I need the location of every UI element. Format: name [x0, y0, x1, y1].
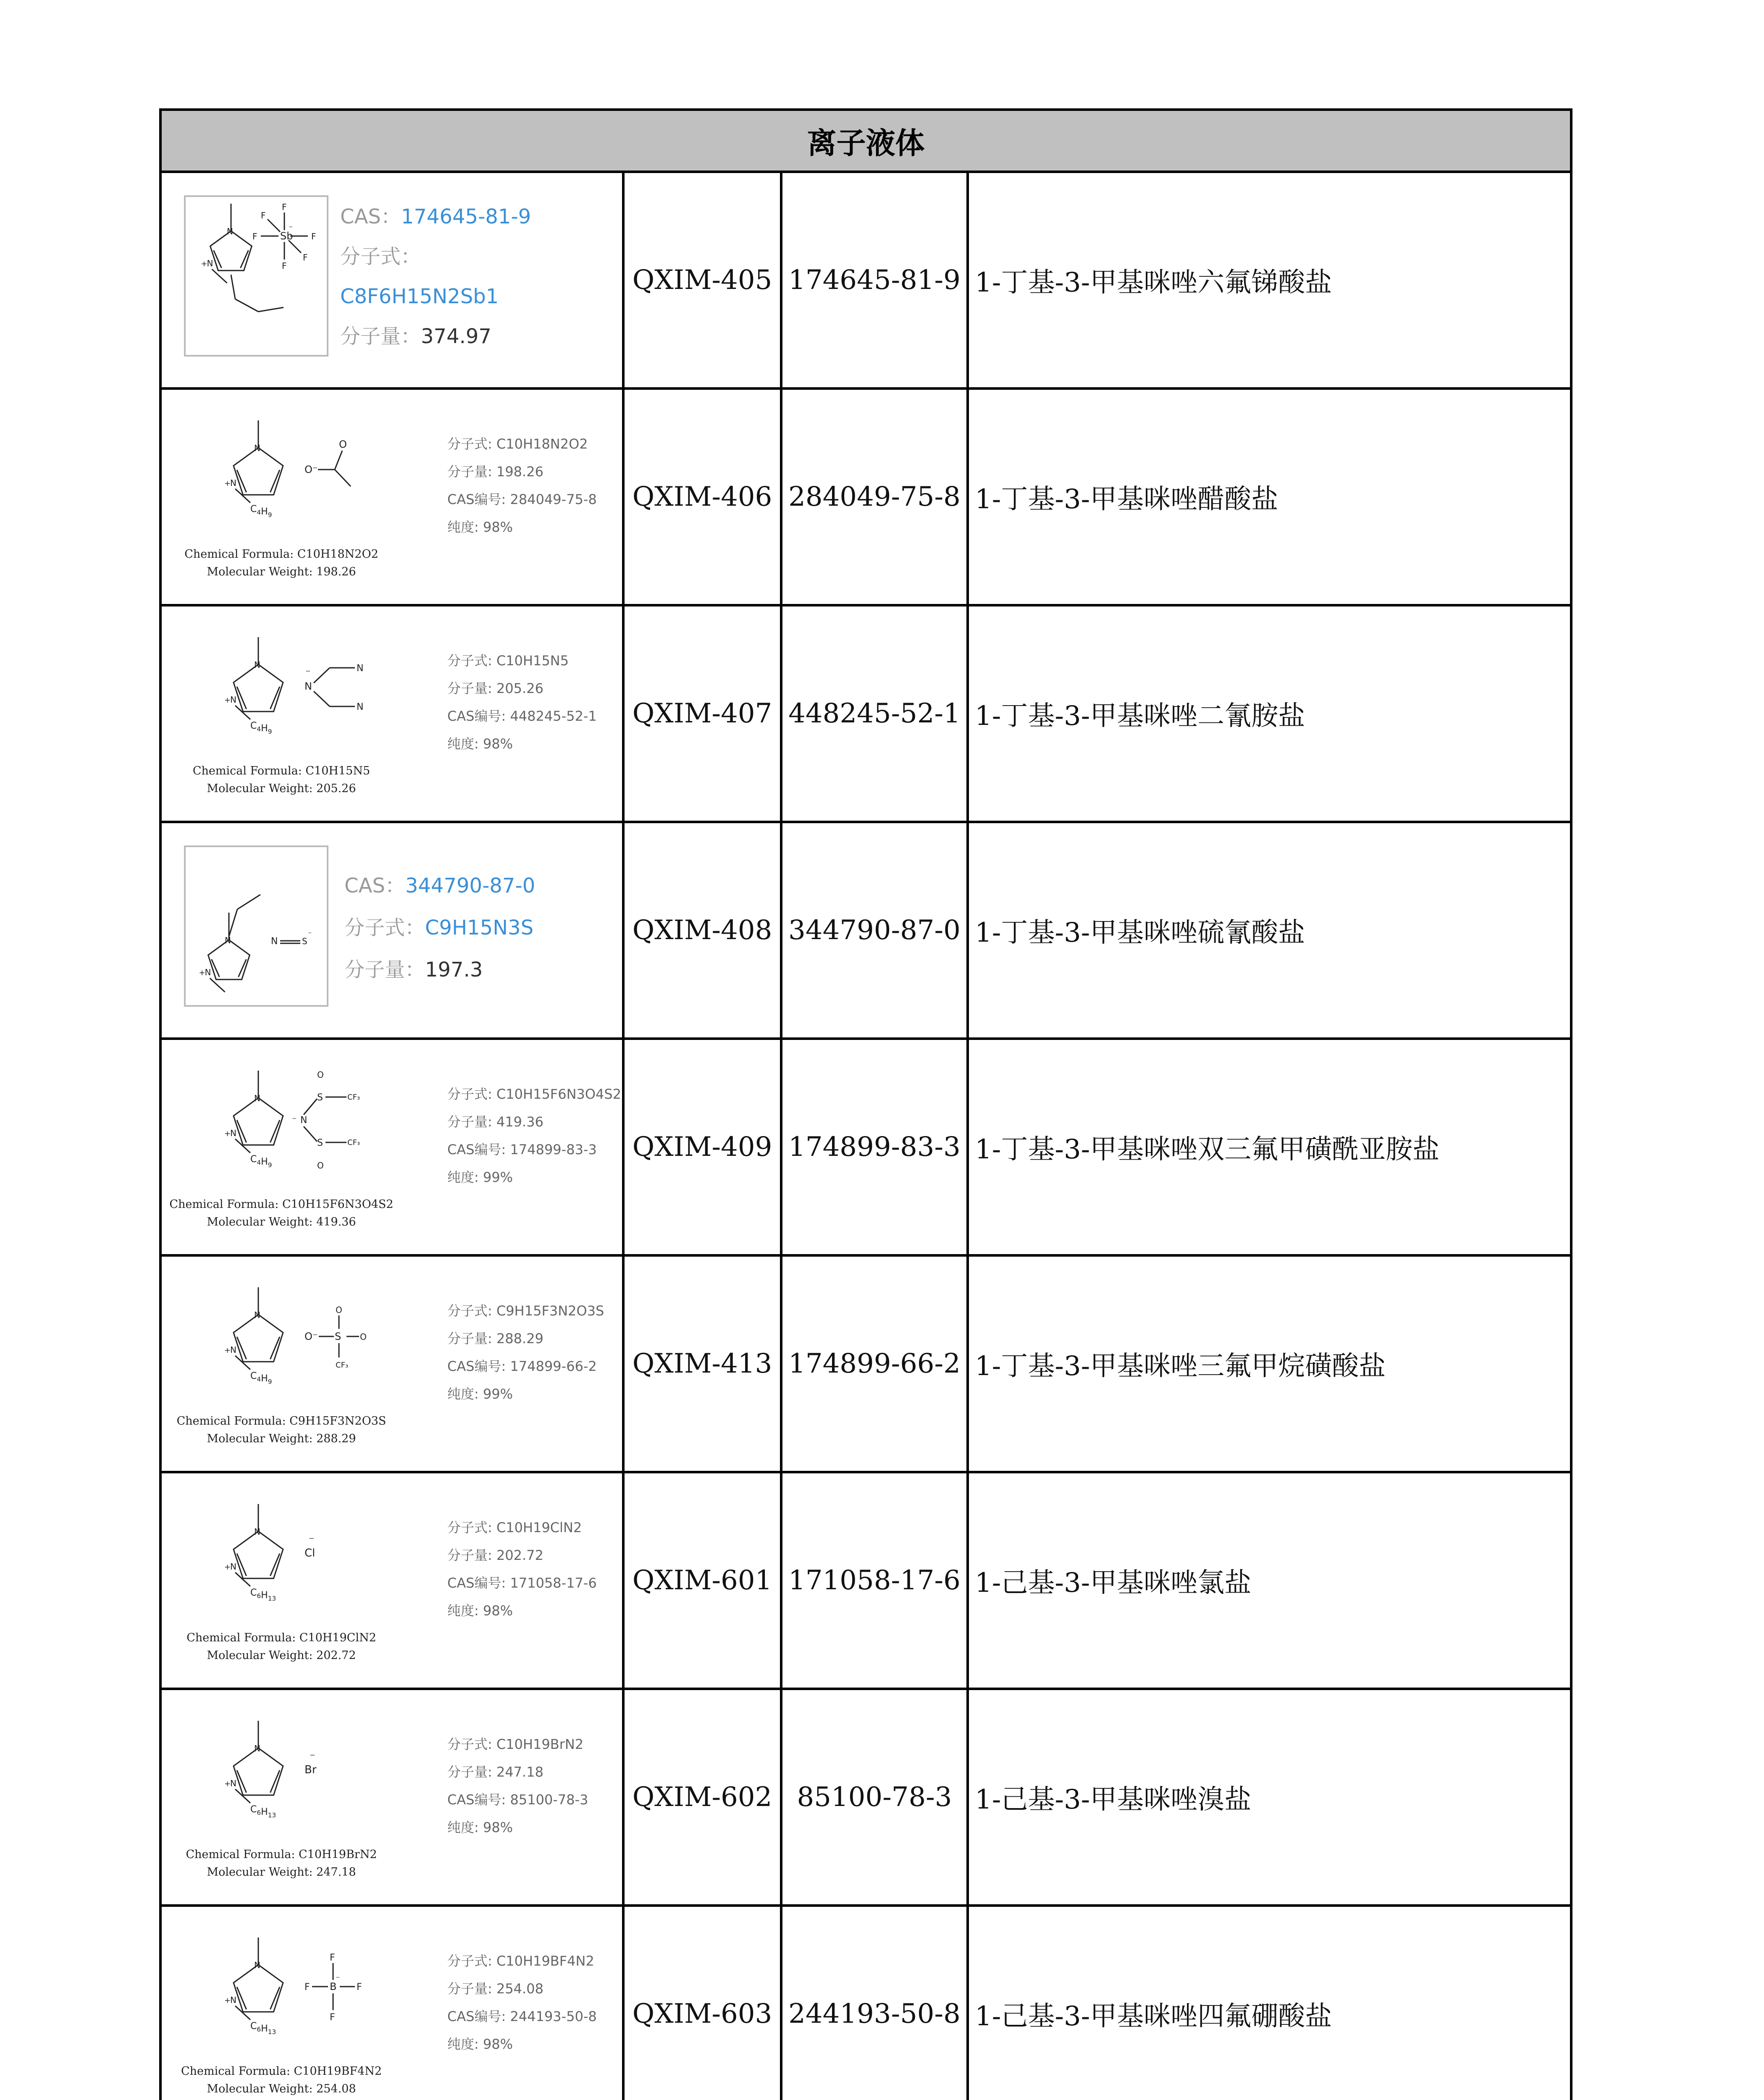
svg-text:F: F	[330, 2012, 335, 2023]
caption-line: Molecular Weight: 288.29	[207, 1432, 356, 1445]
spec-line: 分子量: 419.36	[447, 1114, 543, 1130]
product-code: QXIM-413	[623, 1255, 781, 1472]
table-row	[160, 1472, 1571, 1689]
spec-line: 纯度: 98%	[447, 519, 513, 535]
spec-line: 分子量: 247.18	[447, 1764, 543, 1780]
svg-text:CF₃: CF₃	[347, 1093, 360, 1102]
svg-text:F: F	[330, 1953, 335, 1963]
spec-line: CAS编号: 174899-66-2	[447, 1358, 597, 1374]
svg-text:O: O	[339, 438, 347, 450]
svg-text:Sb: Sb	[280, 230, 293, 242]
table-row	[160, 1906, 1571, 2100]
table-title: 离子液体	[160, 110, 1571, 172]
svg-text:S: S	[317, 1138, 323, 1148]
svg-text:O: O	[360, 1332, 367, 1342]
svg-text:N: N	[271, 936, 278, 947]
product-name: 1-丁基-3-甲基咪唑六氟锑酸盐	[968, 172, 1571, 388]
spec-line: CAS编号: 85100-78-3	[447, 1792, 588, 1808]
spec-line: 分子式: C10H15N5	[447, 653, 569, 669]
spec-line: CAS编号: 448245-52-1	[447, 708, 597, 724]
svg-text:Cl: Cl	[304, 1547, 315, 1559]
caption-line: Chemical Formula: C10H18N2O2	[184, 548, 378, 561]
svg-text:+: +	[224, 479, 231, 488]
spec-formula: 分子式：	[340, 245, 421, 268]
svg-text:F: F	[252, 231, 257, 242]
svg-text:N: N	[357, 663, 364, 674]
product-code: QXIM-409	[623, 1039, 781, 1255]
structure-image	[162, 390, 625, 601]
svg-text:F: F	[282, 261, 287, 271]
product-code: QXIM-602	[623, 1689, 781, 1906]
svg-text:F: F	[304, 1982, 310, 1992]
svg-text:O: O	[317, 1160, 324, 1171]
structure-image	[162, 606, 625, 818]
svg-text:N: N	[357, 702, 364, 712]
caption-line: Molecular Weight: 205.26	[207, 782, 356, 795]
table-row	[160, 822, 1571, 1039]
cas-number: 171058-17-6	[781, 1472, 968, 1689]
structure-image-cell	[160, 1689, 623, 1906]
svg-text:+: +	[224, 1129, 231, 1138]
spec-cas: CAS：174645-81-9	[340, 205, 531, 228]
svg-text:F: F	[303, 252, 308, 262]
caption-line: Molecular Weight: 419.36	[207, 1215, 356, 1228]
svg-text:N: N	[207, 258, 213, 268]
svg-text:B: B	[330, 1981, 337, 1992]
spec-line: 分子量: 202.72	[447, 1547, 543, 1563]
ionic-liquid-table	[159, 108, 1572, 2100]
spec-line: 分子量: 254.08	[447, 1981, 543, 1997]
caption-line: Chemical Formula: C10H19ClN2	[186, 1631, 376, 1644]
svg-text:N: N	[254, 1527, 260, 1537]
cas-number: 174899-66-2	[781, 1255, 968, 1472]
structure-image-cell	[160, 388, 623, 605]
svg-text:⁻: ⁻	[292, 1115, 297, 1126]
spec-line: 纯度: 99%	[447, 1386, 513, 1402]
structure-image	[162, 1257, 625, 1468]
spec-line: 纯度: 98%	[447, 2036, 513, 2052]
svg-text:O: O	[336, 1305, 342, 1315]
product-code: QXIM-408	[623, 822, 781, 1039]
structure-image-cell	[160, 1039, 623, 1255]
svg-text:S: S	[302, 936, 307, 946]
svg-text:N: N	[230, 694, 237, 705]
product-code: QXIM-603	[623, 1906, 781, 2100]
product-code: QXIM-406	[623, 388, 781, 605]
svg-text:F: F	[261, 210, 266, 220]
caption-line: Chemical Formula: C10H19BrN2	[186, 1848, 377, 1861]
svg-text:N: N	[254, 1743, 260, 1754]
svg-text:N: N	[230, 478, 237, 488]
svg-text:N: N	[230, 1344, 237, 1355]
svg-text:O: O	[317, 1070, 324, 1080]
spec-line: CAS编号: 244193-50-8	[447, 2008, 597, 2024]
spec-line: 分子量: 288.29	[447, 1331, 543, 1347]
svg-text:+: +	[224, 1562, 231, 1572]
svg-text:+: +	[199, 968, 205, 977]
svg-text:N: N	[230, 1778, 237, 1788]
product-name: 1-己基-3-甲基咪唑氯盐	[968, 1472, 1571, 1689]
svg-text:N: N	[254, 1960, 260, 1970]
table-row	[160, 388, 1571, 605]
caption-line: Chemical Formula: C10H19BF4N2	[181, 2065, 382, 2078]
structure-image	[162, 1473, 625, 1685]
svg-text:CF₃: CF₃	[347, 1138, 360, 1147]
svg-text:N: N	[254, 443, 260, 453]
svg-text:O⁻: O⁻	[304, 1331, 318, 1342]
structure-image-cell	[160, 822, 623, 1039]
cas-number: 174899-83-3	[781, 1039, 968, 1255]
caption-line: Molecular Weight: 202.72	[207, 1649, 356, 1662]
caption-line: Molecular Weight: 247.18	[207, 1866, 356, 1879]
svg-text:⁻: ⁻	[336, 1974, 340, 1984]
svg-text:F: F	[311, 231, 316, 242]
spec-line: 纯度: 98%	[447, 1819, 513, 1835]
svg-text:N: N	[230, 1128, 237, 1138]
svg-text:O⁻: O⁻	[304, 464, 318, 475]
spec-line: CAS编号: 284049-75-8	[447, 491, 597, 507]
structure-image	[162, 1907, 625, 2100]
svg-text:N: N	[227, 226, 233, 236]
spec-line: 分子式: C10H19ClN2	[447, 1520, 582, 1536]
caption-line: Molecular Weight: 254.08	[207, 2082, 356, 2095]
structure-image-cell	[160, 1906, 623, 2100]
table-row	[160, 1039, 1571, 1255]
table-row	[160, 605, 1571, 822]
spec-cas: CAS：344790-87-0	[344, 874, 536, 898]
spec-line: 分子式: C10H15F6N3O4S2	[447, 1086, 622, 1102]
product-name: 1-己基-3-甲基咪唑四氟硼酸盐	[968, 1906, 1571, 2100]
product-name: 1-丁基-3-甲基咪唑双三氟甲磺酰亚胺盐	[968, 1039, 1571, 1255]
svg-text:F: F	[282, 202, 287, 212]
cas-number: 344790-87-0	[781, 822, 968, 1039]
product-code: QXIM-405	[623, 172, 781, 388]
svg-text:N: N	[300, 1115, 307, 1126]
spec-line: 纯度: 99%	[447, 1169, 513, 1185]
svg-text:N: N	[254, 660, 260, 670]
svg-text:N: N	[304, 680, 312, 692]
spec-line: 纯度: 98%	[447, 1603, 513, 1619]
product-name: 1-丁基-3-甲基咪唑二氰胺盐	[968, 605, 1571, 822]
table-row	[160, 1255, 1571, 1472]
svg-text:N: N	[254, 1310, 260, 1320]
caption-line: Molecular Weight: 198.26	[207, 565, 356, 578]
structure-image	[162, 1040, 625, 1252]
cas-number: 244193-50-8	[781, 1906, 968, 2100]
cation-substituent: $C_6H_{13}$	[250, 1587, 276, 1602]
spec-line: 分子式: C10H18N2O2	[447, 436, 588, 452]
caption-line: Chemical Formula: C10H15F6N3O4S2	[169, 1198, 394, 1211]
cation-substituent: $C_6H_{13}$	[250, 1804, 276, 1819]
spec-line: 分子式: C10H19BF4N2	[447, 1953, 594, 1969]
svg-text:⁻: ⁻	[310, 1751, 315, 1764]
svg-text:S: S	[317, 1092, 323, 1103]
caption-line: Chemical Formula: C9H15F3N2O3S	[176, 1415, 386, 1428]
structure-image-cell	[160, 1255, 623, 1472]
spec-line: CAS编号: 171058-17-6	[447, 1575, 597, 1591]
spec-line: 分子式: C9H15F3N2O3S	[447, 1303, 604, 1319]
svg-text:+: +	[224, 696, 231, 705]
spec-formula-value: C8F6H15N2Sb1	[340, 285, 499, 308]
cation-substituent: $C_4H_9$	[250, 504, 272, 519]
product-name: 1-己基-3-甲基咪唑溴盐	[968, 1689, 1571, 1906]
spec-line: 纯度: 98%	[447, 736, 513, 752]
cation-substituent: $C_6H_{13}$	[250, 2021, 276, 2036]
product-code: QXIM-407	[623, 605, 781, 822]
spec-line: CAS编号: 174899-83-3	[447, 1142, 597, 1158]
svg-text:N: N	[205, 967, 211, 977]
svg-text:⁻: ⁻	[289, 223, 293, 233]
svg-text:⁻: ⁻	[305, 667, 311, 679]
cas-number: 448245-52-1	[781, 605, 968, 822]
svg-text:N: N	[230, 1995, 237, 2005]
spec-line: 分子量: 198.26	[447, 464, 543, 480]
svg-text:+: +	[224, 1346, 231, 1355]
svg-text:S: S	[335, 1331, 341, 1342]
product-name: 1-丁基-3-甲基咪唑醋酸盐	[968, 388, 1571, 605]
structure-image-cell	[160, 172, 623, 388]
svg-text:Br: Br	[304, 1764, 317, 1776]
cas-number: 284049-75-8	[781, 388, 968, 605]
svg-text:N: N	[230, 1561, 237, 1572]
spec-line: 分子式: C10H19BrN2	[447, 1736, 584, 1752]
spec-mw: 分子量：374.97	[340, 325, 491, 348]
product-code: QXIM-601	[623, 1472, 781, 1689]
svg-text:CF₃: CF₃	[336, 1361, 349, 1370]
svg-text:⁻: ⁻	[309, 1534, 315, 1547]
svg-text:⁻: ⁻	[308, 930, 312, 939]
structure-image-cell	[160, 605, 623, 822]
svg-text:+: +	[201, 259, 207, 268]
cas-number: 85100-78-3	[781, 1689, 968, 1906]
svg-text:N: N	[254, 1093, 260, 1103]
svg-text:N: N	[225, 935, 231, 945]
spec-mw: 分子量：197.3	[344, 958, 483, 982]
structure-image	[162, 1690, 625, 1902]
spec-line: 分子量: 205.26	[447, 680, 543, 696]
table-row	[160, 172, 1571, 388]
cas-number: 174645-81-9	[781, 172, 968, 388]
cation-substituent: $C_4H_9$	[250, 1370, 272, 1386]
svg-text:F: F	[357, 1982, 362, 1992]
structure-image	[162, 823, 625, 1035]
structure-image-cell	[160, 1472, 623, 1689]
table-row	[160, 1689, 1571, 1906]
cation-substituent: $C_4H_9$	[250, 720, 272, 735]
product-name: 1-丁基-3-甲基咪唑三氟甲烷磺酸盐	[968, 1255, 1571, 1472]
caption-line: Chemical Formula: C10H15N5	[192, 764, 370, 777]
svg-text:+: +	[224, 1996, 231, 2005]
product-name: 1-丁基-3-甲基咪唑硫氰酸盐	[968, 822, 1571, 1039]
cation-substituent: $C_4H_9$	[250, 1154, 272, 1169]
svg-text:+: +	[224, 1779, 231, 1788]
structure-image	[162, 173, 625, 385]
spec-formula: 分子式：C9H15N3S	[344, 916, 534, 940]
